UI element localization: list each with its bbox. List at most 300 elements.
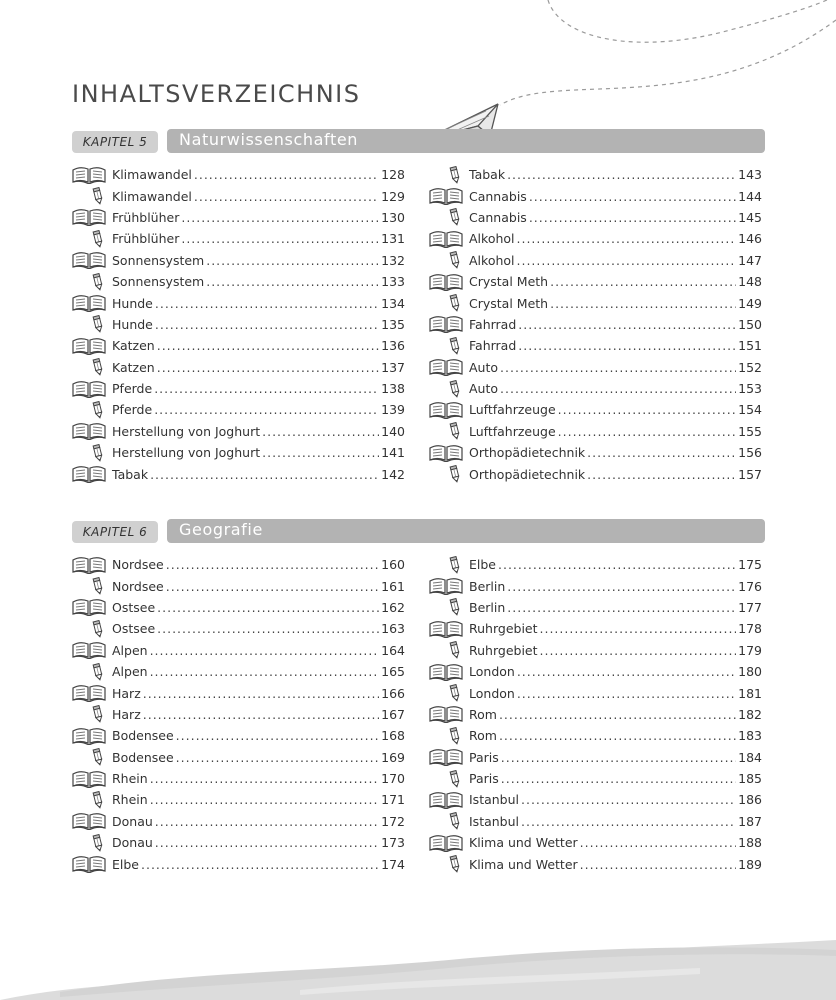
entry-title: Crystal Meth: [469, 295, 549, 311]
dot-leader: [154, 402, 379, 417]
book-icon: [429, 705, 463, 723]
dashed-flight-path: [548, 0, 836, 42]
book-icon: [429, 230, 463, 248]
entry-title: Berlin: [469, 599, 506, 615]
entry-title: Donau: [112, 835, 153, 851]
dot-leader: [540, 643, 737, 658]
toc-entry[interactable]: [72, 463, 405, 484]
page-number: 179: [738, 642, 762, 658]
page-number: 172: [381, 813, 405, 829]
entry-title: Ostsee: [112, 621, 156, 637]
dot-leader: [262, 445, 379, 460]
page-number: 129: [381, 188, 405, 204]
chapter-title: Geografie: [179, 520, 263, 539]
entry-title: Klimawandel: [112, 167, 192, 183]
dot-leader: [507, 579, 736, 594]
dot-leader: [529, 210, 736, 225]
entry-title: Berlin: [469, 578, 506, 594]
entry-title: Bodensee: [112, 749, 174, 765]
page-number: 155: [738, 423, 762, 439]
dot-leader: [499, 728, 736, 743]
page-number: 169: [381, 749, 405, 765]
entry-title: Rhein: [112, 792, 148, 808]
toc-entry[interactable]: [72, 575, 405, 596]
page-number: 146: [738, 231, 762, 247]
toc-entry[interactable]: [429, 185, 762, 206]
dot-leader: [558, 402, 736, 417]
entry-title: Alpen: [112, 642, 148, 658]
page-title: INHALTSVERZEICHNIS: [72, 80, 361, 108]
dot-leader: [194, 189, 379, 204]
entry-title: Harz: [112, 685, 141, 701]
book-icon: [72, 208, 106, 226]
page-number: 162: [381, 599, 405, 615]
dot-leader: [143, 686, 379, 701]
toc-entry[interactable]: [429, 618, 762, 639]
toc-entry[interactable]: [72, 853, 405, 874]
dot-leader: [517, 686, 736, 701]
toc-entry[interactable]: [429, 747, 762, 768]
dot-leader: [580, 835, 736, 850]
entry-title: Luftfahrzeuge: [469, 402, 556, 418]
book-icon: [429, 315, 463, 333]
toc-entry[interactable]: [72, 185, 405, 206]
page-number: 133: [381, 274, 405, 290]
pencil-icon: [448, 208, 462, 226]
entry-title: Auto: [469, 359, 499, 375]
page-number: 187: [738, 813, 762, 829]
page-number: 176: [738, 578, 762, 594]
dot-leader: [157, 338, 379, 353]
toc-entry[interactable]: [429, 250, 762, 271]
toc-entry[interactable]: [72, 640, 405, 661]
toc-entry[interactable]: [72, 335, 405, 356]
pencil-icon: [91, 705, 105, 723]
entry-title: Hunde: [112, 295, 153, 311]
dot-leader: [157, 600, 379, 615]
book-icon: [72, 294, 106, 312]
toc-entry[interactable]: [72, 597, 405, 618]
entry-title: Paris: [469, 749, 499, 765]
entry-title: Istanbul: [469, 813, 520, 829]
page-number: 183: [738, 728, 762, 744]
pencil-icon: [448, 422, 462, 440]
dot-leader: [206, 274, 379, 289]
chapter-title-bar: [167, 129, 765, 153]
toc-entry[interactable]: [72, 164, 405, 185]
pencil-icon: [91, 401, 105, 419]
chapter-header: [72, 519, 765, 543]
toc-column-left: [72, 164, 405, 485]
toc-entry[interactable]: [429, 463, 762, 484]
toc-entry[interactable]: [72, 704, 405, 725]
dot-leader: [150, 792, 379, 807]
page-number: 139: [381, 402, 405, 418]
toc-entry[interactable]: [429, 768, 762, 789]
dot-leader: [501, 771, 736, 786]
page-number: 161: [381, 578, 405, 594]
entry-title: Nordsee: [112, 578, 164, 594]
dot-leader: [550, 274, 736, 289]
toc-entry[interactable]: [429, 399, 762, 420]
toc-entry[interactable]: [72, 682, 405, 703]
dot-leader: [166, 557, 379, 572]
entry-title: Ostsee: [112, 599, 156, 615]
toc-entry[interactable]: [429, 554, 762, 575]
book-icon: [429, 620, 463, 638]
pencil-icon: [448, 251, 462, 269]
toc-entry[interactable]: [429, 207, 762, 228]
dot-leader: [558, 424, 736, 439]
page-number: 147: [738, 252, 762, 268]
page-number: 163: [381, 621, 405, 637]
dot-leader: [155, 814, 379, 829]
dot-leader: [500, 381, 736, 396]
entry-title: Frühblüher: [112, 209, 180, 225]
entry-title: Katzen: [112, 359, 155, 375]
pencil-icon: [91, 748, 105, 766]
pencil-icon: [91, 315, 105, 333]
toc-entry[interactable]: [72, 271, 405, 292]
dot-leader: [262, 424, 379, 439]
book-icon: [429, 401, 463, 419]
toc-column-right: [429, 554, 762, 875]
dot-leader: [176, 750, 379, 765]
toc-entry[interactable]: [429, 853, 762, 874]
entry-title: Donau: [112, 813, 153, 829]
dot-leader: [157, 360, 379, 375]
toc-entry[interactable]: [429, 357, 762, 378]
toc-column-right: [429, 164, 762, 485]
toc-entry[interactable]: [429, 640, 762, 661]
pencil-icon: [448, 337, 462, 355]
book-icon: [429, 358, 463, 376]
page-number: 145: [738, 209, 762, 225]
book-icon: [72, 770, 106, 788]
dot-leader: [587, 445, 736, 460]
dot-leader: [150, 771, 379, 786]
toc-entry[interactable]: [72, 250, 405, 271]
brush-stroke: [0, 940, 836, 1000]
book-icon: [72, 337, 106, 355]
pencil-icon: [448, 598, 462, 616]
page-number: 165: [381, 664, 405, 680]
page-number: 185: [738, 771, 762, 787]
page-number: 132: [381, 252, 405, 268]
page-number: 143: [738, 167, 762, 183]
page-number: 137: [381, 359, 405, 375]
dot-leader: [206, 253, 379, 268]
page-number: 180: [738, 664, 762, 680]
book-icon: [429, 187, 463, 205]
book-icon: [429, 273, 463, 291]
dot-leader: [521, 814, 736, 829]
entry-title: Nordsee: [112, 557, 164, 573]
book-icon: [72, 422, 106, 440]
entry-title: Elbe: [112, 856, 139, 872]
toc-entry[interactable]: [429, 811, 762, 832]
dot-leader: [507, 167, 736, 182]
toc-entry[interactable]: [429, 832, 762, 853]
entry-title: Luftfahrzeuge: [469, 423, 556, 439]
entry-title: Sonnensystem: [112, 252, 205, 268]
page-number: 148: [738, 274, 762, 290]
toc-entry[interactable]: [429, 789, 762, 810]
toc-entry[interactable]: [429, 575, 762, 596]
pencil-icon: [448, 465, 462, 483]
dot-leader: [176, 728, 379, 743]
pencil-icon: [448, 556, 462, 574]
page-number: 135: [381, 316, 405, 332]
pencil-icon: [91, 187, 105, 205]
entry-title: Katzen: [112, 338, 155, 354]
book-icon: [429, 748, 463, 766]
pencil-icon: [91, 791, 105, 809]
toc-entry[interactable]: [72, 554, 405, 575]
dot-leader: [141, 857, 379, 872]
book-icon: [72, 812, 106, 830]
dot-leader: [501, 750, 736, 765]
dot-leader: [155, 835, 379, 850]
page-number: 189: [738, 856, 762, 872]
toc-entry[interactable]: [429, 442, 762, 463]
toc-entry[interactable]: [429, 661, 762, 682]
toc-entry[interactable]: [429, 271, 762, 292]
pencil-icon: [448, 812, 462, 830]
page-number: 160: [381, 557, 405, 573]
chapter-header: [72, 129, 765, 153]
entry-title: Klima und Wetter: [469, 835, 578, 851]
entry-title: Istanbul: [469, 792, 520, 808]
toc-entry[interactable]: [72, 207, 405, 228]
toc-entry[interactable]: [72, 618, 405, 639]
page-number: 181: [738, 685, 762, 701]
book-icon: [72, 251, 106, 269]
entry-title: Klima und Wetter: [469, 856, 578, 872]
dot-leader: [517, 231, 737, 246]
toc-entry[interactable]: [429, 704, 762, 725]
dot-leader: [550, 296, 736, 311]
dot-leader: [518, 317, 736, 332]
page-number: 154: [738, 402, 762, 418]
dot-leader: [498, 557, 736, 572]
entry-title: Fahrrad: [469, 338, 517, 354]
entry-title: Herstellung von Joghurt: [112, 445, 261, 461]
pencil-icon: [448, 770, 462, 788]
toc-entry[interactable]: [429, 228, 762, 249]
pencil-icon: [91, 834, 105, 852]
page-number: 140: [381, 423, 405, 439]
page-number: 166: [381, 685, 405, 701]
pencil-icon: [448, 855, 462, 873]
toc-entry[interactable]: [429, 725, 762, 746]
entry-title: London: [469, 664, 515, 680]
kapitel-tab: KAPITEL 5: [72, 131, 158, 153]
chapter-title-bar: [167, 519, 765, 543]
entry-title: Ruhrgebiet: [469, 642, 538, 658]
toc-entry[interactable]: [72, 399, 405, 420]
entry-title: Alpen: [112, 664, 148, 680]
pencil-icon: [448, 380, 462, 398]
toc-entry[interactable]: [72, 811, 405, 832]
toc-entry[interactable]: [72, 228, 405, 249]
pencil-icon: [91, 230, 105, 248]
book-icon: [72, 855, 106, 873]
entry-title: Herstellung von Joghurt: [112, 423, 261, 439]
page-number: 149: [738, 295, 762, 311]
toc-entry[interactable]: [429, 378, 762, 399]
dot-leader: [155, 296, 379, 311]
toc-entry[interactable]: [72, 314, 405, 335]
page-number: 144: [738, 188, 762, 204]
dot-leader: [517, 664, 736, 679]
pencil-icon: [91, 663, 105, 681]
dot-leader: [587, 467, 736, 482]
toc-entry[interactable]: [72, 747, 405, 768]
page-number: 167: [381, 706, 405, 722]
entry-title: Alkohol: [469, 252, 515, 268]
toc-entry[interactable]: [429, 164, 762, 185]
entry-title: Auto: [469, 381, 499, 397]
page-number: 130: [381, 209, 405, 225]
page-number: 142: [381, 466, 405, 482]
entry-title: Tabak: [469, 167, 506, 183]
dot-leader: [150, 664, 380, 679]
page-number: 186: [738, 792, 762, 808]
dot-leader: [529, 189, 736, 204]
toc-entry[interactable]: [429, 335, 762, 356]
toc-entry[interactable]: [429, 421, 762, 442]
pencil-icon: [448, 727, 462, 745]
entry-title: Cannabis: [469, 188, 527, 204]
page-number: 178: [738, 621, 762, 637]
toc-entry[interactable]: [72, 725, 405, 746]
entry-title: Rom: [469, 706, 497, 722]
dot-leader: [157, 621, 379, 636]
entry-title: London: [469, 685, 515, 701]
pencil-icon: [91, 577, 105, 595]
dot-leader: [500, 360, 736, 375]
book-icon: [72, 465, 106, 483]
toc-entry[interactable]: [72, 768, 405, 789]
book-icon: [429, 791, 463, 809]
book-icon: [72, 684, 106, 702]
entry-title: Klimawandel: [112, 188, 192, 204]
dot-leader: [181, 231, 379, 246]
page-number: 136: [381, 338, 405, 354]
dot-leader: [166, 579, 379, 594]
book-icon: [72, 380, 106, 398]
entry-title: Harz: [112, 706, 141, 722]
entry-title: Orthopädietechnik: [469, 466, 586, 482]
chapter-title: Naturwissenschaften: [179, 130, 359, 149]
toc-entry[interactable]: [72, 292, 405, 313]
entry-title: Pferde: [112, 402, 153, 418]
page-number: 168: [381, 728, 405, 744]
book-icon: [72, 166, 106, 184]
pencil-icon: [448, 166, 462, 184]
dot-leader: [155, 317, 379, 332]
dot-leader: [150, 467, 379, 482]
page-number: 157: [738, 466, 762, 482]
pencil-icon: [448, 641, 462, 659]
pencil-icon: [448, 684, 462, 702]
kapitel-tab: KAPITEL 6: [72, 521, 158, 543]
entry-title: Rom: [469, 728, 497, 744]
page-number: 174: [381, 856, 405, 872]
dot-leader: [194, 167, 379, 182]
page-number: 152: [738, 359, 762, 375]
entry-title: Alkohol: [469, 231, 515, 247]
page-number: 173: [381, 835, 405, 851]
toc-entry[interactable]: [72, 832, 405, 853]
entry-title: Elbe: [469, 557, 496, 573]
page-number: 138: [381, 381, 405, 397]
toc-entry[interactable]: [72, 357, 405, 378]
page-number: 164: [381, 642, 405, 658]
entry-title: Frühblüher: [112, 231, 180, 247]
book-icon: [429, 444, 463, 462]
page-number: 188: [738, 835, 762, 851]
dot-leader: [521, 792, 736, 807]
dot-leader: [540, 621, 737, 636]
page-number: 134: [381, 295, 405, 311]
entry-title: Tabak: [112, 466, 149, 482]
entry-title: Crystal Meth: [469, 274, 549, 290]
dot-leader: [507, 600, 736, 615]
dot-leader: [499, 707, 736, 722]
toc-entry[interactable]: [429, 292, 762, 313]
page-number: 184: [738, 749, 762, 765]
toc-entry[interactable]: [72, 421, 405, 442]
dot-leader: [181, 210, 379, 225]
entry-title: Bodensee: [112, 728, 174, 744]
page-number: 151: [738, 338, 762, 354]
dot-leader: [517, 253, 737, 268]
toc-entry[interactable]: [72, 661, 405, 682]
dot-leader: [580, 857, 736, 872]
pencil-icon: [91, 444, 105, 462]
dashed-flight-path-2: [500, 20, 836, 105]
entry-title: Orthopädietechnik: [469, 445, 586, 461]
book-icon: [72, 641, 106, 659]
page-number: 153: [738, 381, 762, 397]
toc-entry[interactable]: [72, 789, 405, 810]
page-number: 131: [381, 231, 405, 247]
page-number: 171: [381, 792, 405, 808]
page-number: 170: [381, 771, 405, 787]
book-icon: [429, 663, 463, 681]
entry-title: Rhein: [112, 771, 148, 787]
pencil-icon: [91, 358, 105, 376]
toc-entry[interactable]: [429, 314, 762, 335]
entry-title: Paris: [469, 771, 499, 787]
toc-entry[interactable]: [429, 682, 762, 703]
toc-column-left: [72, 554, 405, 875]
page-number: 156: [738, 445, 762, 461]
pencil-icon: [91, 620, 105, 638]
book-icon: [72, 727, 106, 745]
chapter-5-section: [72, 129, 765, 482]
book-icon: [72, 598, 106, 616]
pencil-icon: [448, 294, 462, 312]
toc-entry[interactable]: [429, 597, 762, 618]
entry-title: Sonnensystem: [112, 274, 205, 290]
toc-entry[interactable]: [72, 442, 405, 463]
page-number: 182: [738, 706, 762, 722]
dot-leader: [150, 643, 380, 658]
toc-entry[interactable]: [72, 378, 405, 399]
